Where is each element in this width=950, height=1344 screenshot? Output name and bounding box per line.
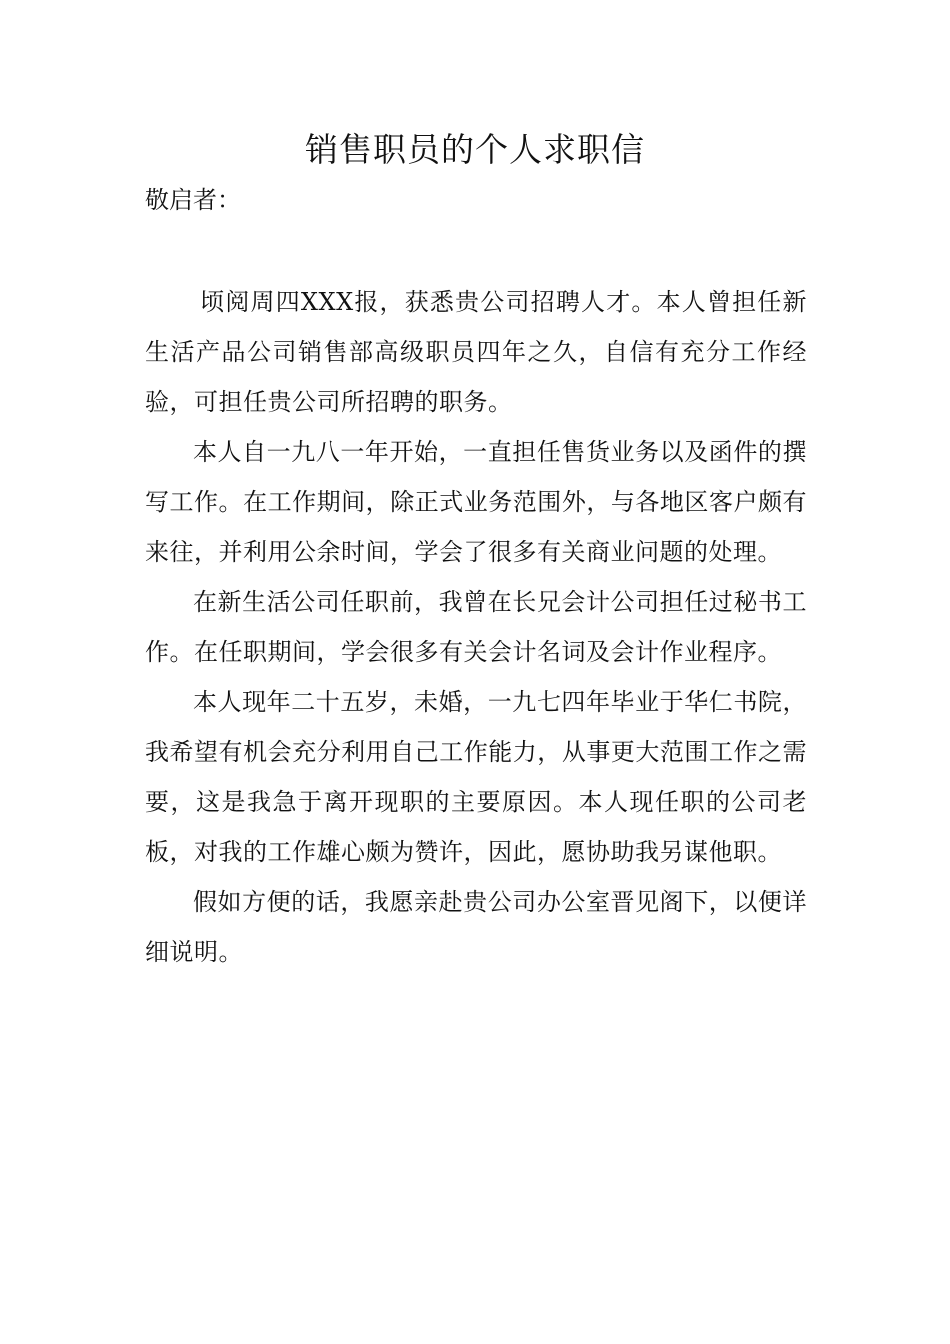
letter-body (145, 277, 807, 977)
paragraph-2: 本人自一九八一年开始，一直担任售货业务以及函件的撰写工作。在工作期间，除正式业务范围外，与各地区客户颇有来往，并利用公余时间，学会了很多有关商业问题的处理。 (145, 438, 807, 566)
salutation: 敬启者： (145, 186, 241, 214)
paragraph-3: 在新生活公司任职前，我曾在长兄会计公司担任过秘书工作。在任职期间，学会很多有关会计名词及会计作业程序。 (145, 588, 807, 666)
paragraph-1: 顷阅周四XXX报，获悉贵公司招聘人才。本人曾担任新生活产品公司销售部高级职员四年之久，自信有充分工作经验，可担任贵公司所招聘的职务。 (145, 288, 807, 416)
paragraph-5: 假如方便的话，我愿亲赴贵公司办公室晋见阁下，以便详细说明。 (145, 888, 807, 966)
document-title: 销售职员的个人求职信 (305, 130, 645, 169)
paragraph-4: 本人现年二十五岁，未婚，一九七四年毕业于华仁书院，我希望有机会充分利用自己工作能力，从事更大范围工作之需要，这是我急于离开现职的主要原因。本人现任职的公司老板，对我的工作雄心颇为赞许，因此，愿协助我另谋他职。 (145, 688, 807, 866)
